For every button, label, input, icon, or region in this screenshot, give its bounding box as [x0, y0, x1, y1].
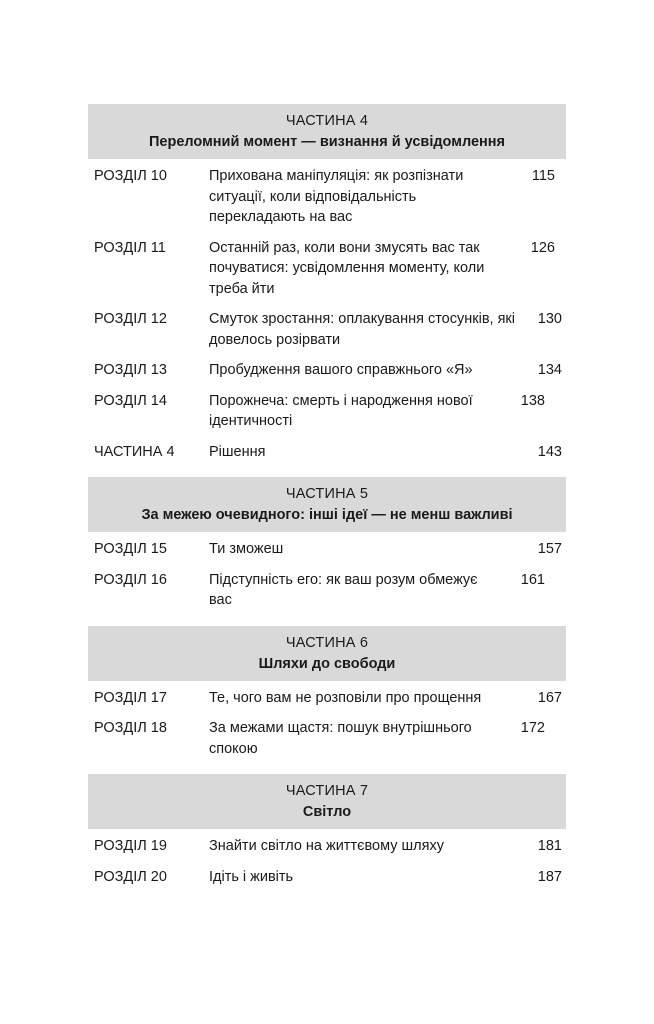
- toc-entry[interactable]: [88, 391, 566, 432]
- entry-list: [88, 681, 566, 775]
- page-number: 172: [520, 720, 545, 736]
- part-title: Світло: [302, 804, 352, 820]
- part-header: [88, 477, 566, 532]
- chapter-title: Прихована маніпуляція: як розпізнати ситуації, коли відповідальність перекладають на вас: [209, 168, 464, 225]
- part-title: Переломний момент — визнання й усвідомлення: [148, 134, 505, 150]
- entry-list: [88, 159, 566, 477]
- part-section: [88, 626, 566, 775]
- chapter-title: Знайти світло на життєвому шляху: [209, 838, 444, 854]
- entry-list: [88, 532, 566, 626]
- table-of-contents: [88, 104, 566, 902]
- page-number: 157: [537, 541, 562, 557]
- part-number: ЧАСТИНА 6: [285, 634, 369, 651]
- chapter-label: РОЗДІЛ 20: [94, 868, 167, 885]
- chapter-title: Останній раз, коли вони змусять вас так почуватися: усвідомлення моменту, коли треба йти: [209, 239, 485, 297]
- toc-entry[interactable]: [88, 442, 566, 463]
- page-number: 130: [537, 311, 562, 327]
- toc-entry[interactable]: [88, 570, 566, 611]
- part-section: [88, 104, 566, 477]
- toc-entry[interactable]: [88, 718, 566, 759]
- page-number: 167: [537, 689, 562, 706]
- page-number: 115: [531, 168, 555, 184]
- part-number: ЧАСТИНА 7: [285, 783, 369, 799]
- page-number: 161: [520, 571, 545, 588]
- chapter-title: Пробудження вашого справжнього «Я»: [209, 362, 473, 378]
- page-number: 143: [537, 443, 562, 460]
- page-number: 187: [537, 868, 562, 885]
- chapter-label: РОЗДІЛ 19: [94, 838, 167, 854]
- part-header: [88, 626, 566, 681]
- chapter-label: ЧАСТИНА 4: [94, 443, 175, 460]
- entry-list: [88, 829, 566, 902]
- chapter-label: РОЗДІЛ 10: [94, 168, 167, 184]
- chapter-label: РОЗДІЛ 17: [94, 689, 167, 706]
- part-header: [88, 774, 566, 829]
- part-number: ЧАСТИНА 5: [285, 486, 369, 502]
- toc-entry[interactable]: [88, 836, 566, 857]
- page-number: 134: [537, 362, 562, 378]
- toc-entry[interactable]: [88, 867, 566, 888]
- chapter-title: Смуток зростання: оплакування стосунків, які довелось розірвати: [209, 311, 516, 348]
- chapter-label: РОЗДІЛ 11: [94, 239, 166, 256]
- toc-entry[interactable]: [88, 309, 566, 350]
- chapter-title: За межами щастя: пошук внутрішнього спокою: [209, 720, 472, 757]
- chapter-title: Ідіть і живіть: [209, 868, 294, 885]
- chapter-title: Порожнеча: смерть і народження нової ідентичності: [209, 392, 473, 429]
- part-number: ЧАСТИНА 4: [285, 113, 369, 129]
- part-title: За межею очевидного: інші ідеї — не менш важливі: [141, 507, 513, 523]
- page-number: 181: [537, 838, 562, 854]
- chapter-label: РОЗДІЛ 13: [94, 362, 167, 378]
- part-section: [88, 774, 566, 902]
- page-number: 138: [520, 392, 545, 409]
- toc-entry[interactable]: [88, 238, 566, 300]
- chapter-label: РОЗДІЛ 18: [94, 720, 167, 736]
- chapter-title: Ти зможеш: [209, 541, 284, 557]
- chapter-title: Підступність его: як ваш розум обмежує вас: [209, 571, 478, 608]
- part-section: [88, 477, 566, 626]
- toc-entry[interactable]: [88, 539, 566, 560]
- chapter-label: РОЗДІЛ 16: [94, 571, 167, 588]
- page-number: 126: [530, 239, 555, 256]
- chapter-title: Те, чого вам не розповіли про прощення: [209, 689, 482, 706]
- chapter-title: Рішення: [209, 443, 266, 460]
- part-header: [88, 104, 566, 159]
- chapter-label: РОЗДІЛ 12: [94, 311, 167, 327]
- chapter-label: РОЗДІЛ 15: [94, 541, 167, 557]
- toc-entry[interactable]: [88, 166, 566, 228]
- chapter-label: РОЗДІЛ 14: [94, 392, 167, 409]
- toc-entry[interactable]: [88, 688, 566, 709]
- part-title: Шляхи до свободи: [258, 655, 396, 672]
- toc-entry[interactable]: [88, 360, 566, 381]
